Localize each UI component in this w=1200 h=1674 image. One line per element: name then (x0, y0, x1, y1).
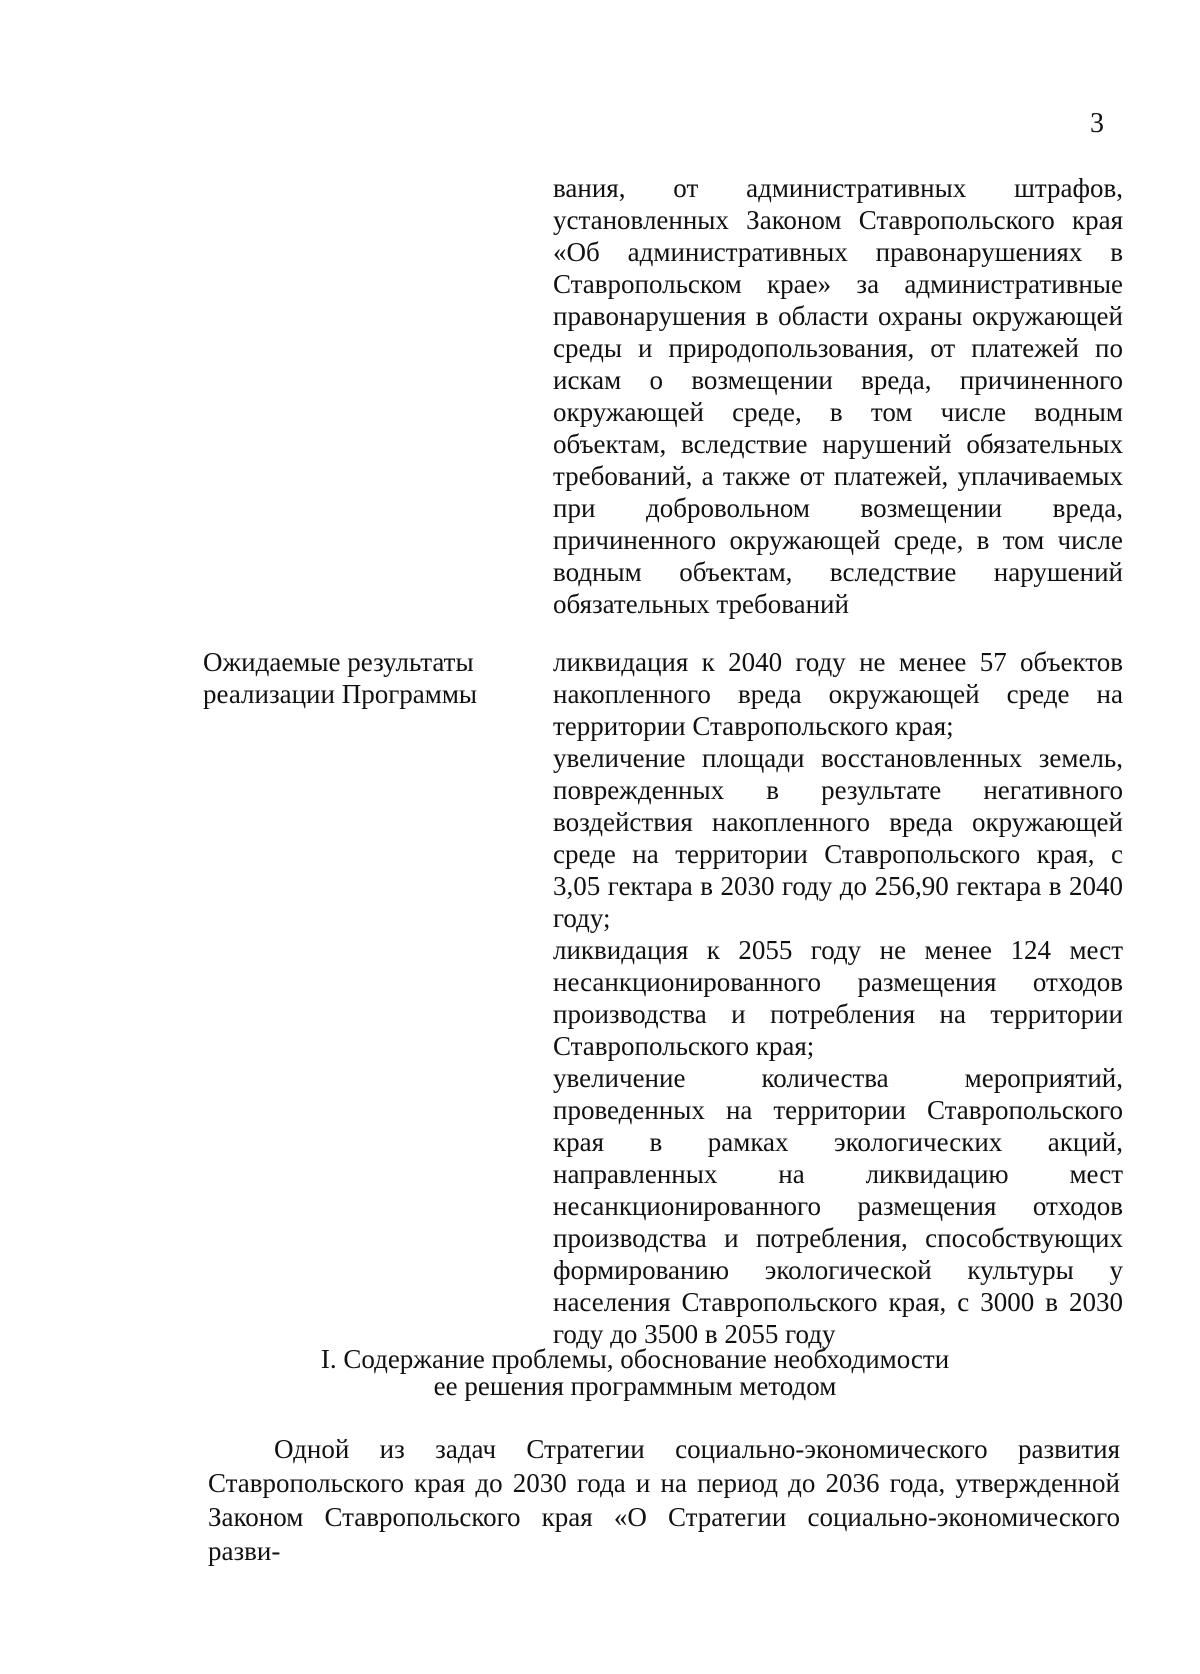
result-item-4: увеличение количества мероприятий, проведенных на территории Ставропольского края в рамках экологических акций, направленных на ликвидацию мест несанкционированного размещения отходов производства и потребления, способствующих формированию экологической культуры у населения Ставропольского края, с 3000 в 2030 году до 3500 в 2055 году (553, 1063, 1123, 1349)
result-item-1: ликвидация к 2040 году не менее 57 объектов накопленного вреда окружающей среде на территории Ставропольского края; (553, 647, 1123, 741)
section-heading (150, 1346, 1120, 1400)
page-number: 3 (1090, 108, 1104, 139)
section-heading-line-1: I. Содержание проблемы, обоснование необходимости (320, 1344, 950, 1374)
funding-sources-continuation: вания, от административных штрафов, установленных Законом Ставропольского края «Об административных правонарушениях в Ставропольском крае» за административные правонарушения в области охраны окружающей среды и природопользования, от платежей по искам о возмещении вреда, причиненного окружающей среде, в том числе водным объектам, вследствие нарушений обязательных требований, а также от платежей, уплачиваемых при добровольном возмещении вреда, причиненного окружающей среде, в том числе водным объектам, вследствие нарушений обязательных требований (553, 173, 1123, 619)
result-item-2: увеличение площади восстановленных земель, поврежденных в результате негативного воздействия накопленного вреда окружающей среде на территории Ставропольского края, с 3,05 гектара в 2030 году до 256,90 гектара в 2040 году; (553, 743, 1123, 933)
result-item-3: ликвидация к 2055 году не менее 124 мест несанкционированного размещения отходов производства и потребления на территории Ставропольского края; (553, 935, 1123, 1061)
section-paragraph: Одной из задач Стратегии социально-экономического развития Ставропольского края до 2030 года и на период до 2036 года, утвержденной Законом Ставропольского края «О Стратегии социально-экономического разви- (208, 1434, 1120, 1566)
expected-results-list (553, 646, 1123, 1350)
section-heading-line-2: ее решения программным методом (433, 1371, 837, 1401)
expected-results-label: Ожидаемые результаты реализации Программы (203, 647, 478, 709)
